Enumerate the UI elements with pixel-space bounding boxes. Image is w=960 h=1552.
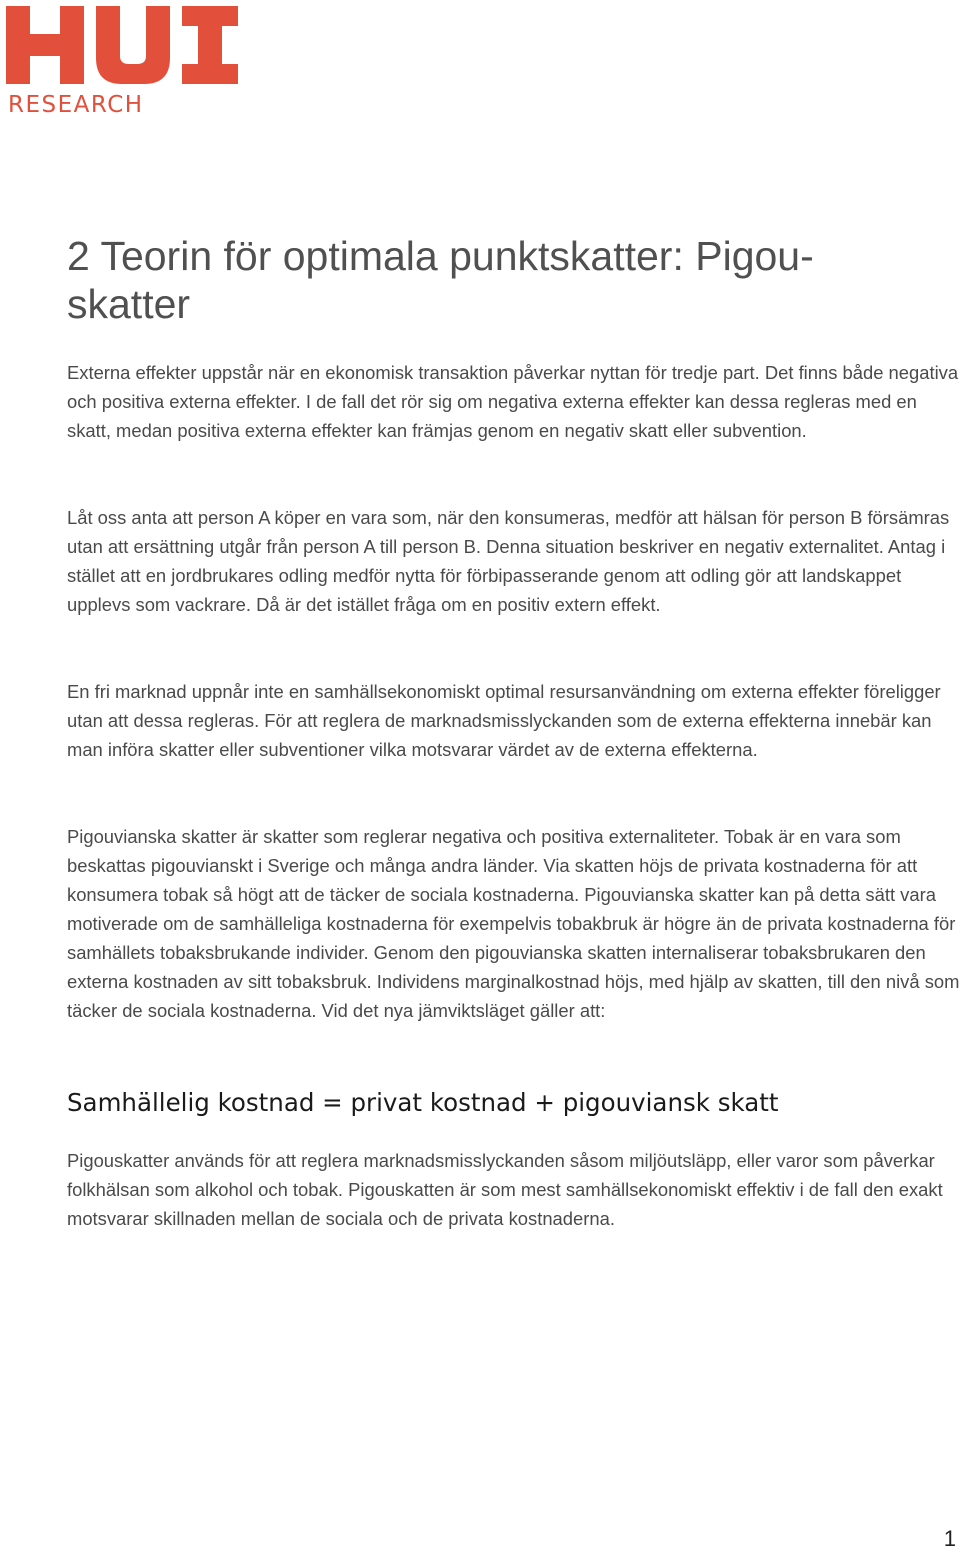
- hui-research-logo: [6, 6, 242, 118]
- paragraph-fri-marknad: En fri marknad uppnår inte en samhällsekonomiskt optimal resursanvändning om externa effekter föreligger utan att dessa regleras. För att reglera de marknadsmisslyckanden som de externa effekterna innebär kan man införa skatter eller subventioner vilka motsvarar värdet av de externa effekterna.: [67, 681, 941, 760]
- page-number: 1: [943, 1526, 956, 1551]
- paragraph-exempel-externalitet: Låt oss anta att person A köper en vara som, när den konsumeras, medför att hälsan för person B försämras utan att ersättning utgår från person A till person B. Denna situation beskriver en negativ externalitet. Antag i stället att en jordbrukares odling medför nytta för förbipasserande genom att odling gör att landskappet upplevs som vackrare. Då är det istället fråga om en positiv extern effekt.: [67, 507, 950, 615]
- paragraph-externa-effekter: Externa effekter uppstår när en ekonomisk transaktion påverkar nyttan för tredje part. Det finns både negativa och positiva externa effekter. I de fall det rör sig om negativa externa effekter kan dessa regleras med en skatt, medan positiva externa effekter kan främjas genom en negativ skatt eller subvention.: [67, 362, 959, 441]
- logo-subtitle: RESEARCH: [8, 92, 144, 118]
- equation-samhallelig-kostnad: Samhällelig kostnad = privat kostnad + pigouviansk skatt: [67, 1088, 779, 1117]
- page-title: 2 Teorin för optimala punktskatter: Pigou-skatter: [67, 233, 814, 327]
- paragraph-pigouskatter-anvands: Pigouskatter används för att reglera marknadsmisslyckanden såsom miljöutsläpp, eller varor som påverkar folkhälsan som alkohol och tobak. Pigouskatten är som mest samhällsekonomiskt effektiv i de fall den exakt motsvarar skillnaden mellan de sociala och de privata kostnaderna.: [67, 1150, 943, 1229]
- hui-wordmark-graphic: [6, 6, 242, 90]
- paragraph-pigouvianska-skatter: Pigouvianska skatter är skatter som reglerar negativa och positiva externaliteter. Tobak är en vara som beskattas pigouvianskt i Sverige och många andra länder. Via skatten höjs de privata kostnaderna för att konsumera tobak så högt att de täcker de sociala kostnaderna. Pigouvianska skatter kan på detta sätt vara motiverade om de samhälleliga kostnaderna för exempelvis tobakbruk är högre än de privata kostnaderna för samhällets tobaksbrukande individer. Genom den pigouvianska skatten internaliserar tobaksbrukaren den externa kostnaden av sitt tobaksbruk. Individens marginalkostnad höjs, med hjälp av skatten, till den nivå som täcker de sociala kostnaderna. Vid det nya jämviktsläget gäller att:: [67, 826, 960, 1021]
